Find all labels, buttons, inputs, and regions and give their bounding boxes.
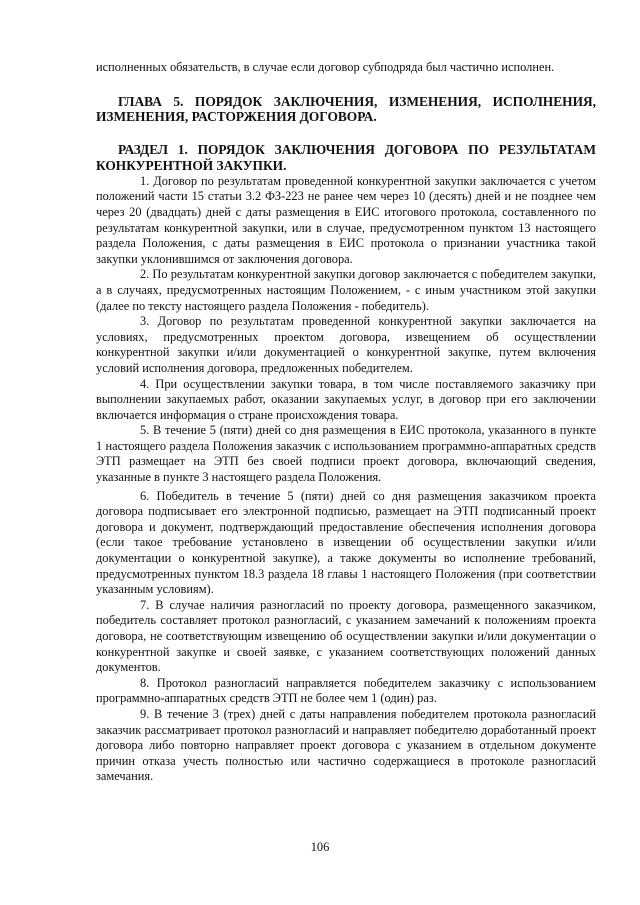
document-page [96, 60, 596, 785]
paragraph-7: 7. В случае наличия разногласий по проекту договора, размещенного заказчиком, победитель составляет протокол разногласий, с указанием замечаний к положениям проекта договора, не соответствующим извещению об осуществлении закупки и/или документации о конкурентной закупке и своей заявке, с указанием соответствующих положений данных документов. [96, 597, 596, 675]
section-heading: РАЗДЕЛ 1. ПОРЯДОК ЗАКЛЮЧЕНИЯ ДОГОВОРА ПО РЕЗУЛЬТАТАМ КОНКУРЕНТНОЙ ЗАКУПКИ. [96, 142, 596, 173]
paragraph-3: 3. Договор по результатам проведенной конкурентной закупки заключается на условиях, предусмотренных проектом договора, извещением об осуществлении конкурентной закупки и/или документацией о конкурентной закупке, путем включения условий исполнения договора, предложенных победителем. [96, 314, 596, 375]
paragraph-2: 2. По результатам конкурентной закупки договор заключается с победителем закупки, а в случаях, предусмотренных настоящим Положением, - с иным участником этой закупки (далее по тексту настоящего раздела Положения - победитель). [96, 267, 596, 313]
chapter-heading: ГЛАВА 5. ПОРЯДОК ЗАКЛЮЧЕНИЯ, ИЗМЕНЕНИЯ, ИСПОЛНЕНИЯ, ИЗМЕНЕНИЯ, РАСТОРЖЕНИЯ ДОГОВОРА. [96, 93, 596, 125]
paragraph-9: 9. В течение 3 (трех) дней с даты направления победителем протокола разногласий заказчик рассматривает протокол разногласий и направляет победителю доработанный проект договора либо повторно направляет проект договора с указанием в отдельном документе причин отказа учесть полностью или частично содержащиеся в протоколе разногласий замечания. [96, 706, 596, 784]
paragraph-5: 5. В течение 5 (пяти) дней со дня размещения в ЕИС протокола, указанного в пункте 1 настоящего раздела Положения заказчик с использованием программно-аппаратных средств ЭТП размещает на ЭТП без своей подписи проект договора, включающий сведения, указанные в пункте 3 настоящего раздела Положения. [96, 423, 596, 485]
page-number: 106 [310, 840, 330, 854]
paragraph-8: 8. Протокол разногласий направляется победителем заказчику с использованием программно-аппаратных средств ЭТП не более чем 1 (один) раз. [96, 675, 596, 706]
paragraph-4: 4. При осуществлении закупки товара, в том числе поставляемого заказчику при выполнении закупаемых работ, оказании закупаемых услуг, в договор при его заключении включается информация о стране происхождения товара. [96, 376, 596, 422]
intro-text: исполненных обязательств, в случае если договор субподряда был частично исполнен. [96, 60, 555, 74]
paragraph-1: 1. Договор по результатам проведенной конкурентной закупки заключается с учетом положений части 15 статьи 3.2 ФЗ-223 не ранее чем через 10 (десять) дней и не позднее чем через 20 (двадцать) дней с даты размещения в ЕИС итогового протокола, составленного по результатам конкурентной закупки, или в случае, предусмотренном пунктом 13 настоящего раздела Положения, с даты размещения в ЕИС протокола о признании участника такой закупки уклонившимся от заключения договора. [96, 173, 596, 266]
paragraph-6: 6. Победитель в течение 5 (пяти) дней со дня размещения заказчиком проекта договора подписывает его электронной подписью, размещает на ЭТП подписанный проект договора и документ, подтверждающий предоставление обеспечения исполнения договора (если такое требование установлено в извещении об осуществлении закупки и/или документации о конкурентной закупке), а также документы во исполнение требований, предусмотренных пунктом 18.3 раздела 18 главы 1 настоящего Положения (при соответствии указанным условиям). [96, 488, 596, 597]
